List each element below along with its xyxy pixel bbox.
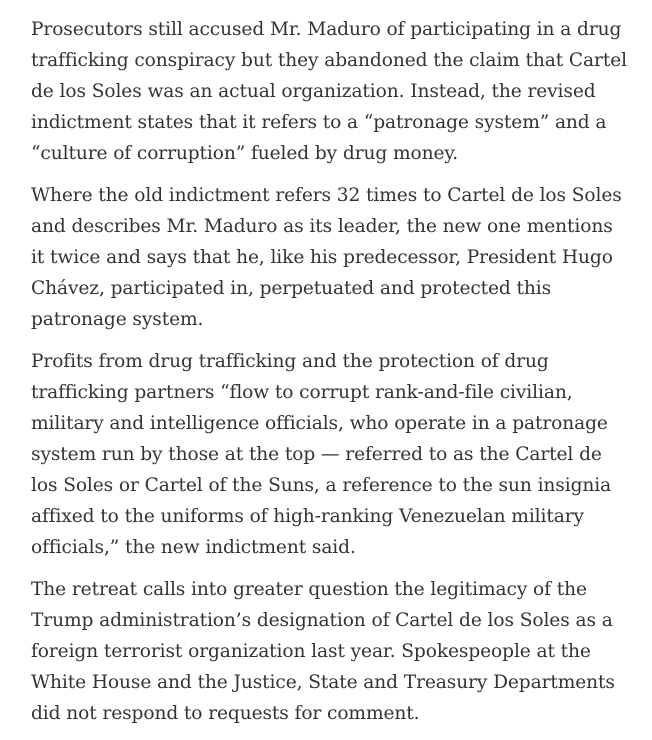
paragraph-retreat: The retreat calls into greater question the legitimacy of the Trump administration’s designation of Cartel de los Soles as a foreign terrorist organization last year. Spokespeople at the White House and the Justice, State and Treasury Departments did not respond to requests for comment. — [31, 579, 615, 724]
paragraph-profits: Profits from drug trafficking and the protection of drug trafficking partners “flow to corrupt rank-and-file civilian, military and intelligence officials, who operate in a patronage system run by those at the top — referred to as the Cartel de los Soles or Cartel of the Suns, a reference to the sun insignia affixed to the uniforms of high-ranking Venezuelan military officials,” the new indictment said. — [31, 351, 612, 558]
article-body — [31, 14, 631, 740]
paragraph-old-indictment: Where the old indictment refers 32 times to Cartel de los Soles and describes Mr. Maduro as its leader, the new one mentions it twice and says that he, like his predecessor, President Hugo Chávez, participated in, perpetuated and protected this patronage system. — [31, 185, 622, 330]
paragraph-prosecutors: Prosecutors still accused Mr. Maduro of participating in a drug trafficking conspiracy but they abandoned the claim that Cartel de los Soles was an actual organization. Instead, the revised indictment states that it refers to a “patronage system” and a “culture of corruption” fueled by drug money. — [31, 19, 627, 164]
